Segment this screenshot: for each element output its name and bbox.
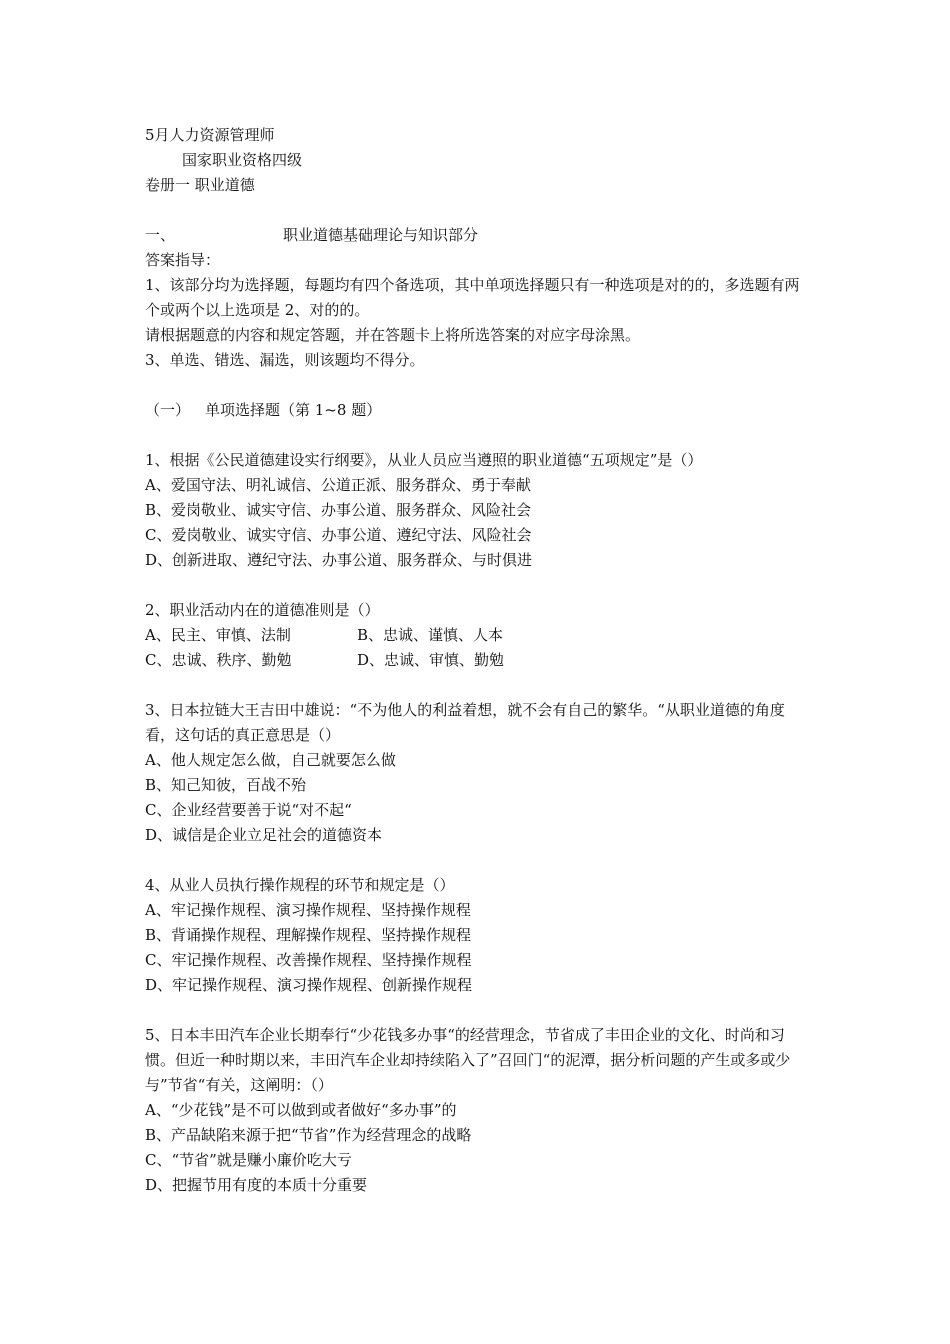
spacer [145,573,810,598]
option-a: A、“少花钱”是不可以做到或者做好“多办事”的 [145,1101,457,1119]
option-c: C、牢记操作规程、改善操作规程、坚持操作规程 [145,951,472,969]
option-b: B、背诵操作规程、理解操作规程、坚持操作规程 [145,926,472,944]
question-stem: 1、根据《公民道德建设实行纲要》，从业人员应当遵照的职业道德“五项规定”是（） [145,451,703,469]
option-b: B、知己知彼，百战不殆 [145,776,307,794]
section-title: 职业道德基础理论与知识部分 [283,226,479,244]
qualification-level: 国家职业资格四级 [182,151,303,169]
option-b: B、产品缺陷来源于把“节省”作为经营理念的战略 [145,1126,472,1144]
spacer [145,373,810,398]
option-d: D、把握节用有度的本质十分重要 [145,1176,368,1194]
question-1 [145,448,810,573]
option-c: C、忠诚、秩序、勤勉 [145,651,292,669]
option-a: A、牢记操作规程、演习操作规程、坚持操作规程 [145,901,471,919]
subsection-number: （一） [145,401,191,419]
spacer [145,198,810,223]
question-4 [145,873,810,998]
subsection-title: 单项选择题（第 1~8 题） [205,401,382,419]
answer-guide-label: 答案指导： [145,251,221,269]
spacer [145,673,810,698]
question-3 [145,698,810,848]
question-stem: 4、从业人员执行操作规程的环节和规定是（） [145,876,455,894]
volume-title: 卷册一 职业道德 [145,176,255,194]
section-number: 一、 [145,226,176,244]
document-body [145,123,810,1198]
instruction-1: 1、该部分均为选择题，每题均有四个备选项，其中单项选择题只有一种选项是对的的，多选题有两个或两个以上选项是 2、对的的。 [145,276,800,319]
option-d: D、牢记操作规程、演习操作规程、创新操作规程 [145,976,473,994]
option-row-cd [145,648,810,673]
option-b: B、爱岗敬业、诚实守信、办事公道、服务群众、风险社会 [145,501,532,519]
option-d: D、创新进取、遵纪守法、办事公道、服务群众、与时俱进 [145,551,533,569]
option-a: A、他人规定怎么做，自己就要怎么做 [145,751,396,769]
instruction-2: 请根据题意的内容和规定答题，并在答题卡上将所选答案的对应字母涂黑。 [145,326,641,344]
question-2 [145,598,810,673]
option-c: C、爱岗敬业、诚实守信、办事公道、遵纪守法、风险社会 [145,526,532,544]
question-stem: 2、职业活动内在的道德准则是（） [145,601,380,619]
spacer [145,848,810,873]
spacer [145,998,810,1023]
question-stem: 5、日本丰田汽车企业长期奉行“少花钱多办事“的经营理念，节省成了丰田企业的文化、时尚和习惯。但近一种时期以来，丰田汽车企业却持续陷入了”召回门“的泥潭，据分析问题的产生或多或少与”节省“有关，这阐明：（） [145,1026,791,1094]
question-stem: 3、日本拉链大王吉田中雄说：“不为他人的利益着想，就不会有自己的繁华。“从职业道德的角度看，这句话的真正意思是（） [145,701,785,744]
option-c: C、“节省”就是赚小廉价吃大亏 [145,1151,352,1169]
subsection-heading [145,398,810,423]
option-a: A、爱国守法、明礼诚信、公道正派、服务群众、勇于奉献 [145,476,531,494]
document-title: 5月人力资源管理师 [145,126,275,144]
question-5 [145,1023,810,1198]
instruction-3: 3、单选、错选、漏选，则该题均不得分。 [145,351,425,369]
option-row-ab [145,623,810,648]
option-a: A、民主、审慎、法制 [145,626,291,644]
option-d: D、诚信是企业立足社会的道德资本 [145,826,383,844]
section-heading [145,223,810,248]
spacer [145,423,810,448]
option-d: D、忠诚、审慎、勤勉 [357,651,505,669]
option-b: B、忠诚、谨慎、人本 [357,626,504,644]
option-c: C、企业经营要善于说“对不起“ [145,801,352,819]
